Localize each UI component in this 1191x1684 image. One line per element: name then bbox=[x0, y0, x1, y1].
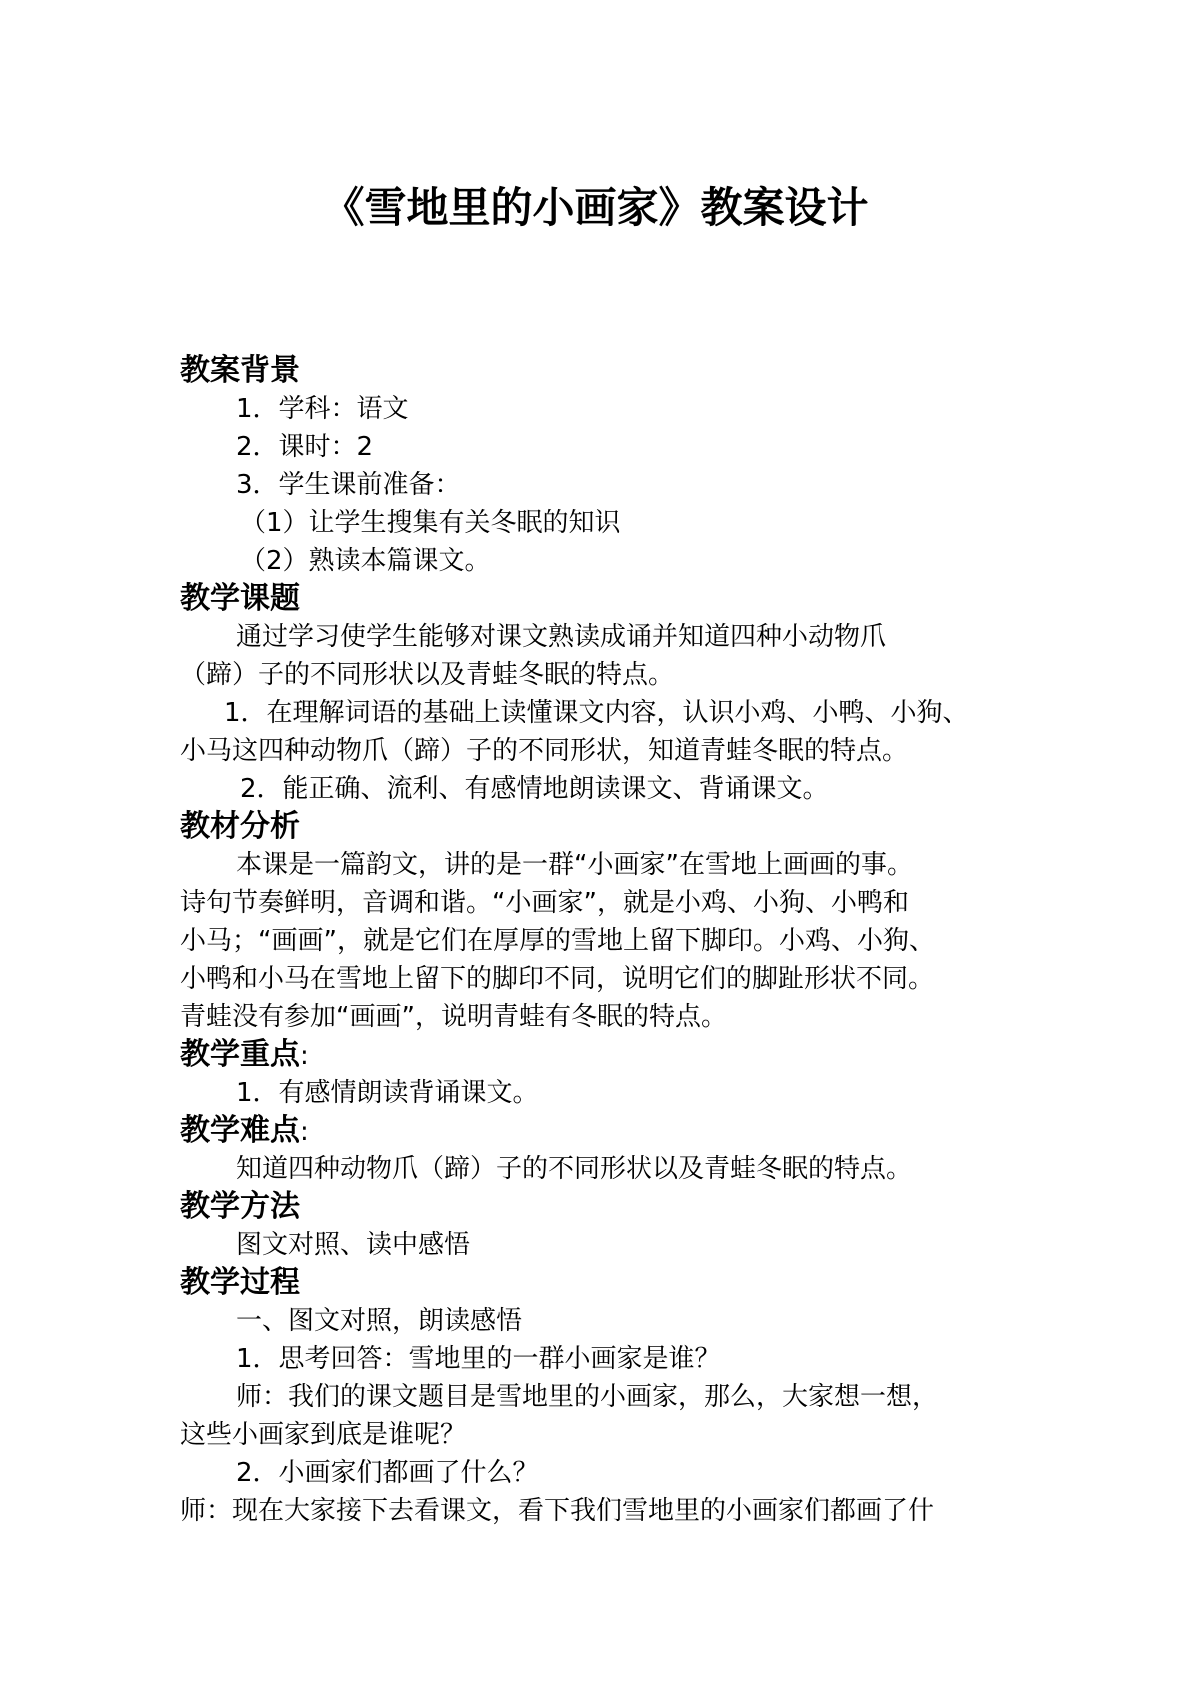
heading-process: 教学过程 bbox=[180, 1265, 300, 1300]
background-item-subject: 1．学科：语文 bbox=[236, 394, 409, 424]
process-line: 这些小画家到底是谁呢？ bbox=[180, 1420, 467, 1450]
analysis-line: 小鸭和小马在雪地上留下的脚印不同，说明它们的脚趾形状不同。 bbox=[180, 964, 935, 994]
process-line: 一、图文对照，朗读感悟 bbox=[236, 1306, 523, 1336]
analysis-line: 青蛙没有参加“画画”，说明青蛙有冬眠的特点。 bbox=[180, 1002, 727, 1032]
analysis-line: 小马；“画画”，就是它们在厚厚的雪地上留下脚印。小鸡、小狗、 bbox=[180, 926, 935, 956]
topic-line: 1．在理解词语的基础上读懂课文内容，认识小鸡、小鸭、小狗、 bbox=[224, 698, 969, 728]
heading-difficulties-colon: : bbox=[300, 1117, 309, 1147]
heading-key-points bbox=[180, 1036, 1030, 1074]
process-line: 2．小画家们都画了什么？ bbox=[236, 1458, 539, 1488]
methods-line: 图文对照、读中感悟 bbox=[236, 1230, 471, 1260]
analysis-line: 诗句节奏鲜明，音调和谐。“小画家”，就是小鸡、小狗、小鸭和 bbox=[180, 888, 909, 918]
heading-methods: 教学方法 bbox=[180, 1189, 300, 1224]
key-points-line: 1．有感情朗读背诵课文。 bbox=[236, 1078, 539, 1108]
background-item-hours: 2．课时：2 bbox=[236, 432, 374, 462]
process-line: 师：现在大家接下去看课文，看下我们雪地里的小画家们都画了什 bbox=[180, 1496, 935, 1526]
heading-key-points-colon: : bbox=[300, 1041, 309, 1071]
heading-difficulties-text: 教学难点 bbox=[180, 1113, 300, 1148]
heading-topic: 教学课题 bbox=[180, 581, 300, 616]
difficulties-line: 知道四种动物爪（蹄）子的不同形状以及青蛙冬眠的特点。 bbox=[236, 1154, 913, 1184]
document-title: 《雪地里的小画家》教案设计 bbox=[322, 183, 869, 232]
background-subitem-2: （2）熟读本篇课文。 bbox=[240, 546, 491, 576]
process-line: 师：我们的课文题目是雪地里的小画家，那么，大家想一想， bbox=[236, 1382, 939, 1412]
process-line: 1．思考回答：雪地里的一群小画家是谁？ bbox=[236, 1344, 721, 1374]
background-subitem-1: （1）让学生搜集有关冬眠的知识 bbox=[240, 508, 621, 538]
heading-analysis: 教材分析 bbox=[180, 809, 300, 844]
topic-line: （蹄）子的不同形状以及青蛙冬眠的特点。 bbox=[180, 660, 675, 690]
heading-difficulties bbox=[180, 1112, 1030, 1150]
analysis-line: 本课是一篇韵文，讲的是一群“小画家”在雪地上画画的事。 bbox=[236, 850, 913, 880]
document-body bbox=[180, 352, 1030, 1530]
background-item-preparation: 3．学生课前准备： bbox=[236, 470, 461, 500]
heading-key-points-text: 教学重点 bbox=[180, 1037, 300, 1072]
topic-line: 小马这四种动物爪（蹄）子的不同形状，知道青蛙冬眠的特点。 bbox=[180, 736, 909, 766]
heading-background: 教案背景 bbox=[180, 353, 300, 388]
topic-line: 2．能正确、流利、有感情地朗读课文、背诵课文。 bbox=[240, 774, 829, 804]
topic-line: 通过学习使学生能够对课文熟读成诵并知道四种小动物爪 bbox=[236, 622, 887, 652]
